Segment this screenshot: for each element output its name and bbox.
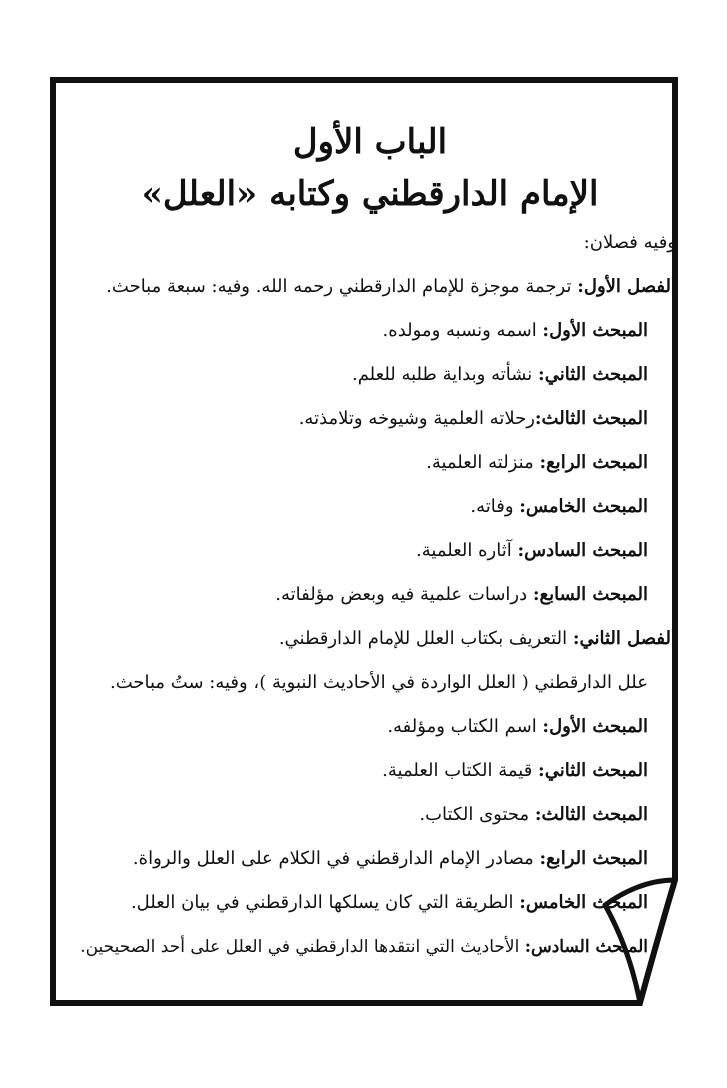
intro-text: وفيه فصلان: xyxy=(583,232,676,253)
chapter2-label: الفصل الثاني: xyxy=(572,628,676,649)
section-label: المبحث الخامس: xyxy=(519,892,648,913)
section-label: المبحث السادس: xyxy=(524,937,648,957)
part-subtitle: الإمام الدارقطني وكتابه «العلل» xyxy=(141,174,599,214)
chapter1-section xyxy=(275,580,648,610)
chapter1-section xyxy=(299,404,648,434)
section-text: وفاته. xyxy=(470,496,520,517)
section-text: مصادر الإمام الدارقطني في الكلام على العلل والرواة. xyxy=(132,848,540,869)
chapter1-section xyxy=(352,360,648,390)
section-text: قيمة الكتاب العلمية. xyxy=(382,760,539,781)
chapter2-section xyxy=(131,888,648,918)
chapter1-heading xyxy=(106,272,676,302)
section-label: المبحث الثاني: xyxy=(538,760,648,781)
section-label: المبحث الرابع: xyxy=(539,848,648,869)
section-label: المبحث السابع: xyxy=(532,584,648,605)
chapter2-section xyxy=(387,712,648,742)
section-text: آثاره العلمية. xyxy=(416,540,518,561)
chapter2-section xyxy=(133,844,648,874)
chapter2-section xyxy=(80,932,648,962)
section-text: دراسات علمية فيه وبعض مؤلفاته. xyxy=(275,584,533,605)
section-label: المبحث الثالث: xyxy=(534,408,648,429)
chapter1-section xyxy=(383,316,648,346)
section-label: المبحث الأول: xyxy=(542,320,648,341)
section-text: رحلاته العلمية وشيوخه وتلامذته. xyxy=(298,408,535,429)
section-label: المبحث الأول: xyxy=(542,716,648,737)
section-text: اسمه ونسبه ومولده. xyxy=(382,320,543,341)
chapter1-section xyxy=(426,448,648,478)
section-label: المبحث الثالث: xyxy=(534,804,648,825)
section-label: المبحث الرابع: xyxy=(539,452,648,473)
chapter1-section xyxy=(416,536,648,566)
chapter1-section xyxy=(470,492,648,522)
section-text: منزلته العلمية. xyxy=(426,452,540,473)
section-label: المبحث السادس: xyxy=(517,540,648,561)
section-text: الطريقة التي كان يسلكها الدارقطني في بيان العلل. xyxy=(130,892,520,913)
section-text: اسم الكتاب ومؤلفه. xyxy=(387,716,543,737)
section-text: محتوى الكتاب. xyxy=(419,804,535,825)
section-label: المبحث الثاني: xyxy=(538,364,648,385)
section-text: الأحاديث التي انتقدها الدارقطني في العلل على أحد الصحيحين. xyxy=(80,937,525,957)
chapter2-continuation: علل الدارقطني ( العلل الواردة في الأحاديث النبوية )، وفيه: ستُ مباحث. xyxy=(109,672,648,693)
chapter2-text: التعريف بكتاب العلل للإمام الدارقطني. xyxy=(278,628,573,649)
chapter1-text: ترجمة موجزة للإمام الدارقطني رحمه الله. وفيه: سبعة مباحث. xyxy=(106,276,578,297)
chapter1-label: الفصل الأول: xyxy=(577,276,676,297)
section-label: المبحث الخامس: xyxy=(519,496,648,517)
chapter2-heading xyxy=(279,624,676,654)
part-title: الباب الأول xyxy=(292,122,448,162)
section-text: نشأته وبداية طلبه للعلم. xyxy=(351,364,539,385)
chapter2-section xyxy=(382,756,648,786)
chapter2-section xyxy=(419,800,648,830)
